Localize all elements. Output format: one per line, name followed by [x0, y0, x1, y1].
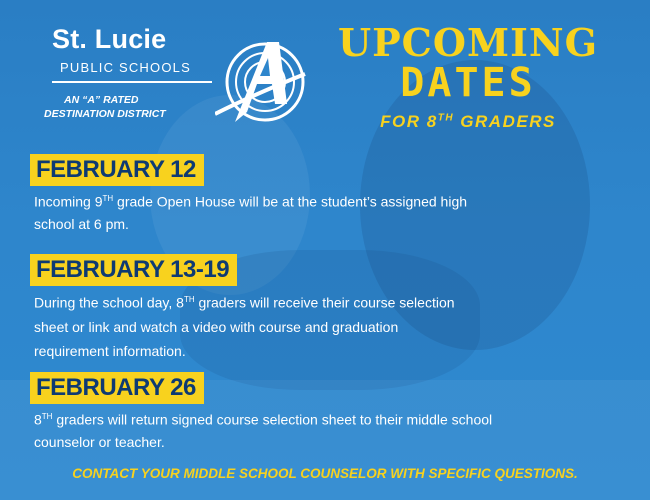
event-description-feb-13-19: During the school day, 8TH graders will receive their course selection sheet or link and watch a video with course and graduation requirement information. — [34, 294, 455, 359]
logo-subtitle: PUBLIC SCHOOLS — [60, 60, 191, 75]
event-description-feb-12: Incoming 9TH grade Open House will be at the student’s assigned high school at 6 pm. — [34, 193, 468, 232]
logo-tagline-1: AN “A” RATED — [64, 94, 139, 106]
logo-divider — [52, 81, 212, 83]
date-badge-feb-12: FEBRUARY 12 — [30, 154, 204, 186]
title-dates: DATES — [400, 60, 536, 106]
title-for-graders: FOR 8TH GRADERS — [380, 112, 556, 131]
circle-a-logo-icon — [215, 34, 307, 126]
district-logo — [30, 20, 310, 130]
date-badge-feb-26: FEBRUARY 26 — [30, 372, 204, 404]
logo-tagline-2: DESTINATION DISTRICT — [44, 108, 166, 120]
footer-contact-note: CONTACT YOUR MIDDLE SCHOOL COUNSELOR WITH SPECIFIC QUESTIONS. — [72, 466, 578, 481]
title-upcoming: UPCOMING — [337, 20, 599, 65]
date-badge-feb-13-19: FEBRUARY 13-19 — [30, 254, 237, 286]
logo-name: St. Lucie — [52, 24, 167, 54]
event-description-feb-26: 8TH graders will return signed course selection sheet to their middle school counselor or teacher. — [34, 411, 493, 450]
